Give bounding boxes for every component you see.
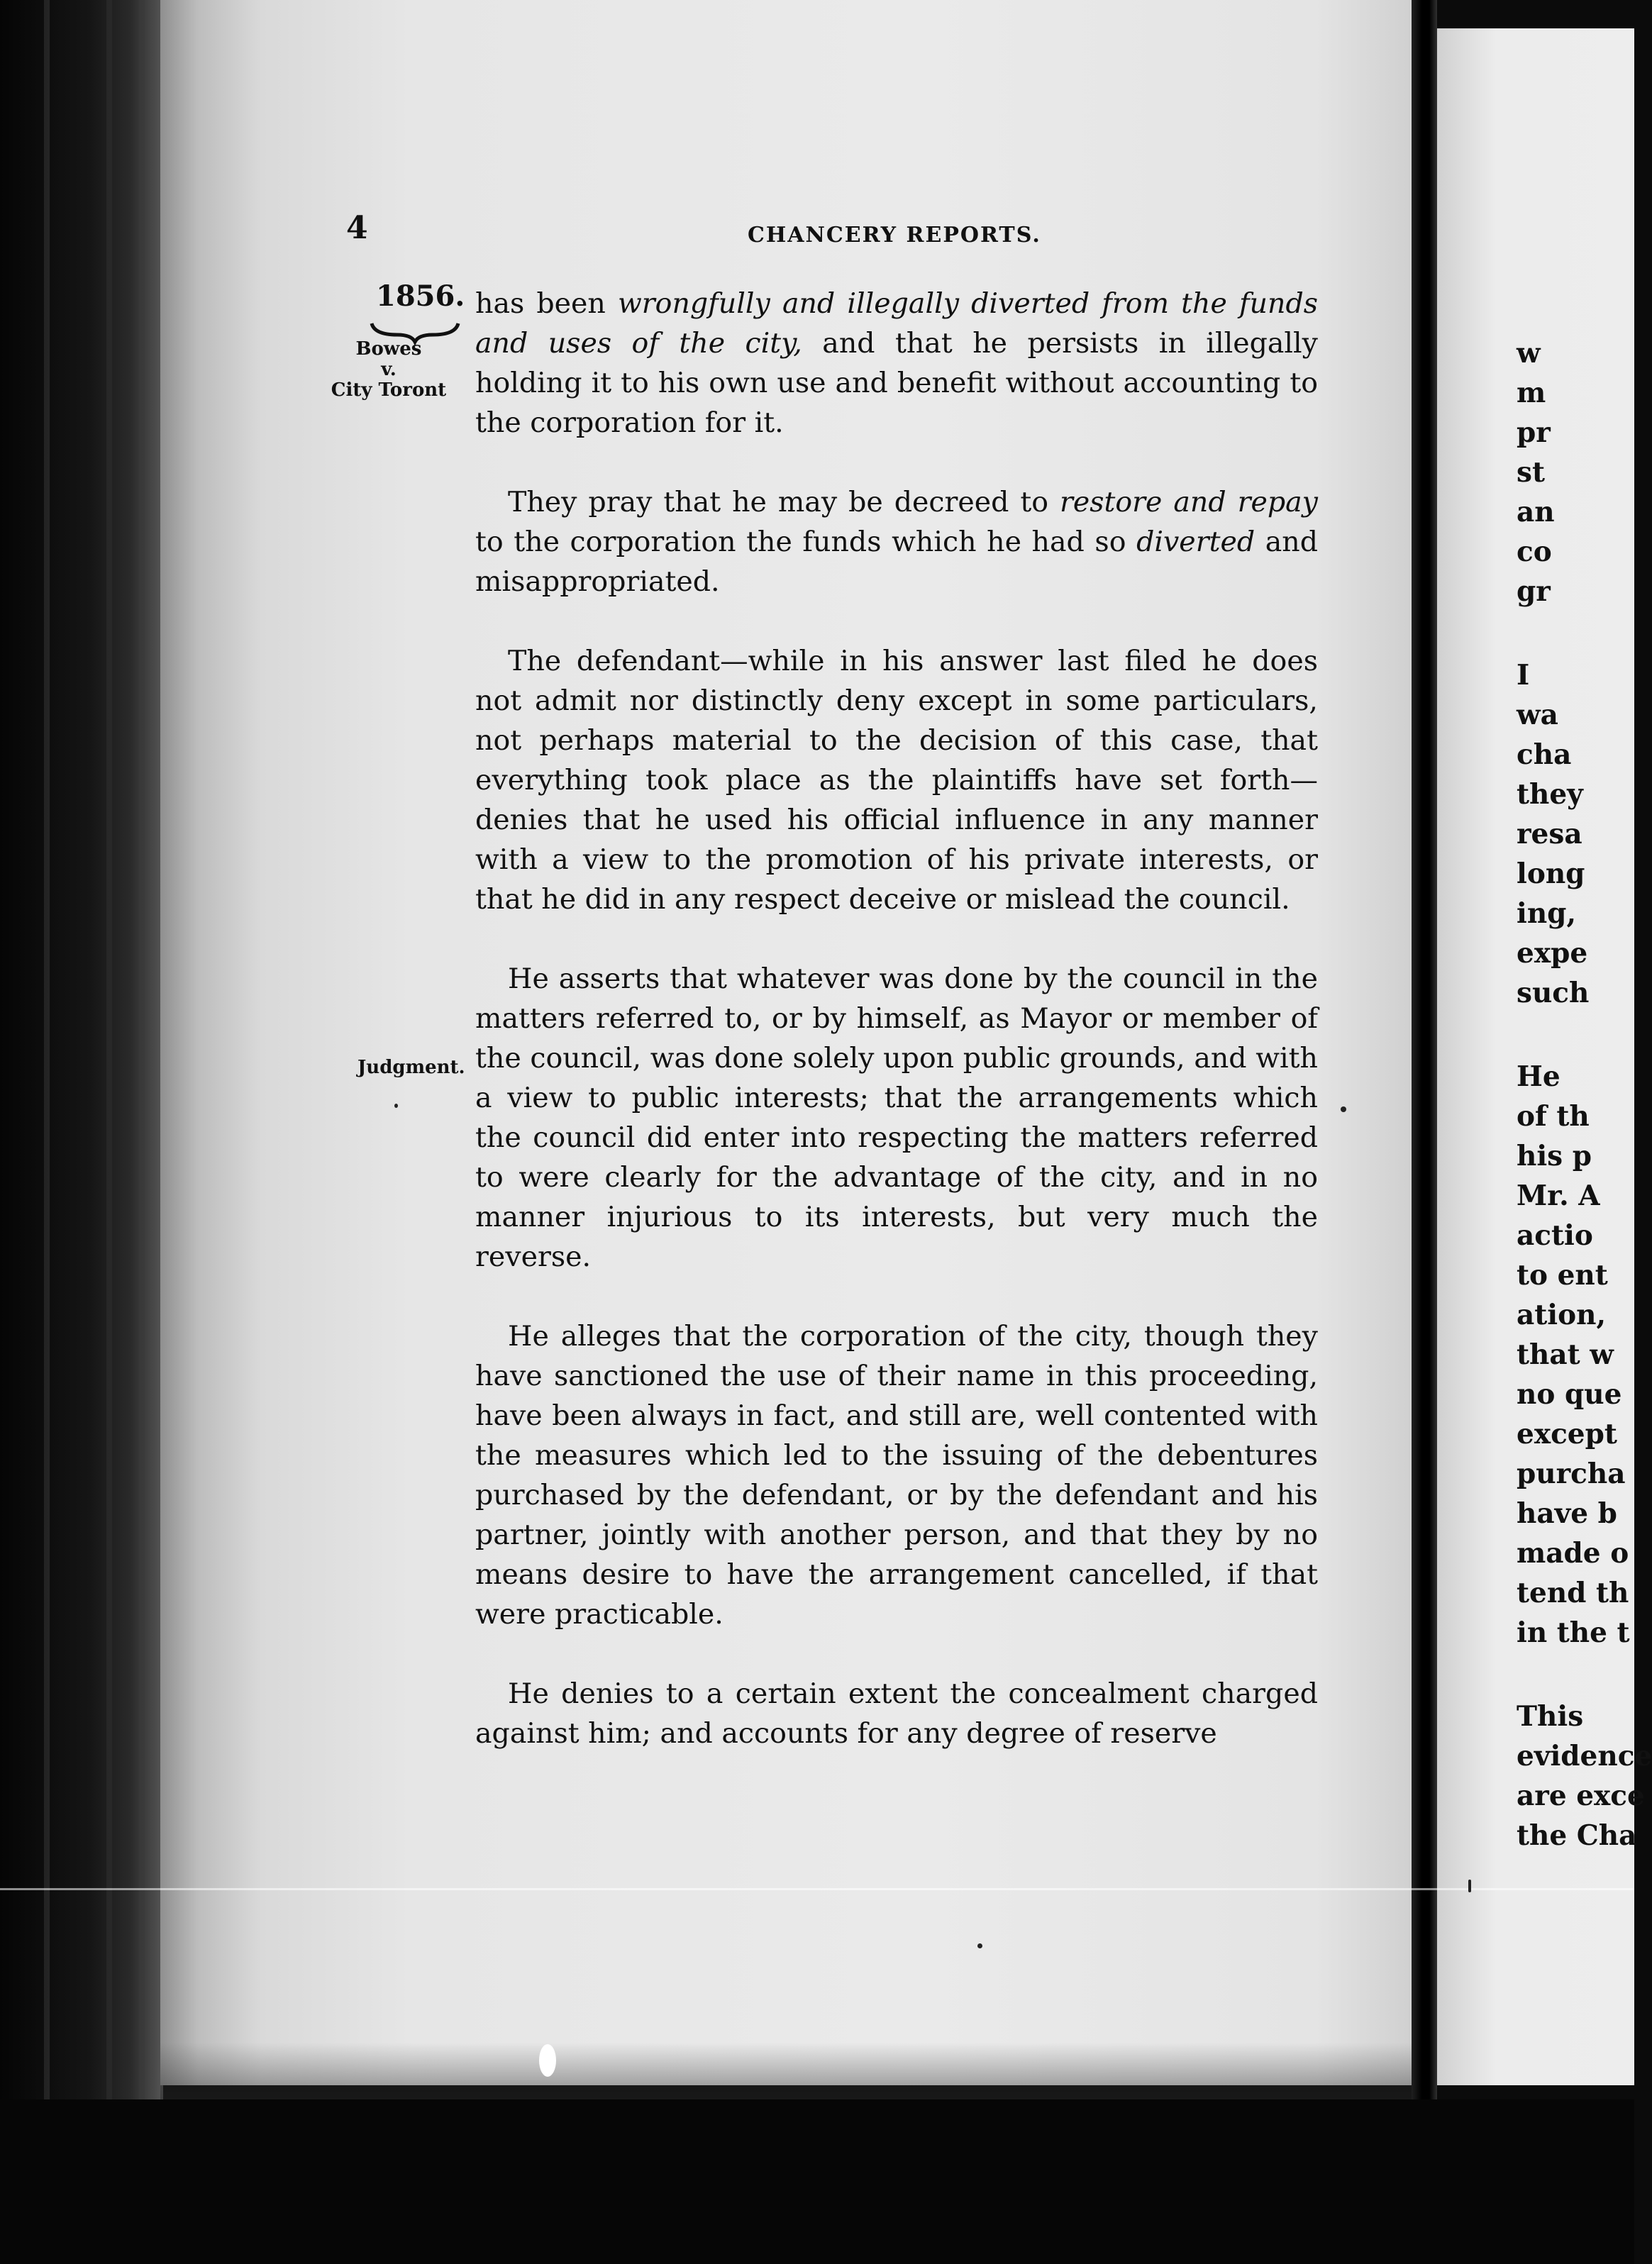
next-page-line-fragment: purcha — [1517, 1458, 1626, 1490]
next-page-line-fragment: ation, — [1517, 1299, 1607, 1331]
next-page-line-fragment: co — [1517, 536, 1552, 568]
next-page-line-fragment: tend th — [1517, 1577, 1629, 1609]
scan-speck — [977, 1943, 982, 1948]
next-page-line-fragment: w — [1517, 337, 1541, 370]
next-page-line-fragment: cha — [1517, 738, 1572, 771]
scan-speck — [539, 2044, 556, 2077]
next-page-line-fragment: This — [1517, 1700, 1584, 1733]
next-page-line-fragment: his p — [1517, 1140, 1592, 1172]
paragraph-gap — [1517, 1653, 1634, 1697]
body-paragraph — [475, 1316, 1318, 1634]
next-page-line-fragment: no que — [1517, 1378, 1622, 1411]
next-page-line-fragment: an — [1517, 496, 1555, 528]
next-page-line-fragment: that w — [1517, 1338, 1614, 1371]
scan-speck — [1341, 1106, 1346, 1112]
text-run: and misappropriated. — [475, 526, 1318, 598]
body-text — [475, 284, 1318, 1753]
next-page-line-fragment: actio — [1517, 1219, 1593, 1252]
next-page-line-fragment: such — [1517, 977, 1590, 1009]
paragraph-gap — [1517, 1013, 1634, 1057]
binding-streak — [106, 0, 112, 2264]
next-page-line-fragment: the Cha — [1517, 1819, 1637, 1852]
next-page-line-fragment: gr — [1517, 575, 1551, 608]
binding-streak — [44, 0, 50, 2264]
next-page-line-fragment: evidence — [1517, 1740, 1652, 1772]
next-page-line-fragment: expe — [1517, 937, 1588, 970]
left-binding-shadow — [0, 0, 163, 2264]
italic-text: diverted — [1136, 526, 1255, 558]
text-run: He alleges that the corporation of the city, though they have sanctioned the use of their name in this proceeding, have been always in fact, and still are, well contented with the measures which led to the issuing of the debentures purchased by the defendant, or by the defendant and his partner, jointly with another person, and that they by no means desire to have the arrangement cancelled, if that were practicable. — [475, 1320, 1318, 1631]
paragraph-gap — [1517, 611, 1634, 655]
next-page-line-fragment: resa — [1517, 818, 1582, 850]
text-run: He asserts that whatever was done by the council in the matters referred to, or by himself, as Mayor or member of the council, was done solely upon public grounds, and with a view to public interests; that the arrangements which the council did enter into respecting the matters referred to were clearly for the advantage of the city, and in no manner injurious to its interests, but very much the reverse. — [475, 962, 1318, 1273]
next-page-line-fragment: of th — [1517, 1100, 1590, 1133]
text-run: The defendant—while in his answer last filed he does not admit nor distinctly deny except in some particulars, not perhaps material to the decision of this case, that everything took place as the plaintiffs have set forth—denies that he used his official influence in any manner with a view to the promotion of his private interests, or that he did in any respect deceive or mislead the council. — [475, 645, 1318, 916]
scan-artifact-line — [0, 1888, 1634, 1890]
text-run: to the corporation the funds which he had so — [475, 526, 1137, 558]
next-page-line-fragment: long — [1517, 858, 1585, 890]
next-page-line-fragment: Mr. A — [1517, 1180, 1600, 1212]
next-page-line-fragment: made o — [1517, 1537, 1629, 1570]
next-page-line-fragment: wa — [1517, 699, 1558, 731]
italic-text: restore and repay — [1059, 486, 1318, 518]
margin-case-line: Bowes — [355, 338, 422, 360]
scan-speck — [394, 1104, 398, 1108]
next-page-line-fragment: have b — [1517, 1497, 1617, 1530]
text-run: and that he persists in illegally holding it to his own use and benefit without accounting to the corporation for it. — [475, 327, 1319, 439]
next-page-line-fragment: st — [1517, 456, 1545, 489]
body-paragraph — [475, 284, 1318, 443]
binding-streak — [139, 0, 145, 2264]
body-paragraph — [475, 641, 1318, 919]
next-page-line-fragment: ing, — [1517, 897, 1577, 930]
italic-text: wrongfully and illegally diverted from the funds and uses of the city, — [475, 287, 1318, 360]
page-gutter — [1412, 0, 1437, 2107]
next-page-line-fragment: they — [1517, 778, 1583, 811]
text-run: He denies to a certain extent the concealment charged against him; and accounts for any degree of reserve — [475, 1677, 1318, 1750]
next-page-line-fragment: m — [1517, 377, 1546, 409]
next-page-line-fragment: except — [1517, 1418, 1617, 1450]
text-run: They pray that he may be decreed to — [508, 486, 1060, 518]
margin-case-line: v. — [381, 359, 397, 380]
scan-speck — [1468, 1880, 1471, 1892]
next-page-column — [1517, 333, 1652, 1855]
scan-bottom-border — [0, 2099, 1634, 2264]
text-run: has been — [475, 287, 618, 320]
margin-judgment-label: Judgment. — [357, 1057, 465, 1078]
next-page-line-fragment: to ent — [1517, 1259, 1608, 1292]
next-page-line-fragment: pr — [1517, 416, 1551, 449]
body-paragraph — [475, 1674, 1318, 1753]
page-number: 4 — [346, 210, 368, 246]
next-page-line-fragment: are exce — [1517, 1780, 1645, 1812]
running-head: CHANCERY REPORTS. — [748, 223, 1041, 248]
margin-case-line: City Toront — [331, 379, 447, 401]
margin-year: 1856. — [376, 279, 465, 313]
body-paragraph — [475, 482, 1318, 601]
next-page-line-fragment: I — [1517, 659, 1530, 692]
page-bottom-shadow — [160, 2043, 1416, 2107]
next-page-line-fragment: in the t — [1517, 1616, 1630, 1649]
next-page-line-fragment: He — [1517, 1060, 1560, 1093]
margin-case-name — [318, 339, 460, 401]
body-paragraph — [475, 959, 1318, 1277]
